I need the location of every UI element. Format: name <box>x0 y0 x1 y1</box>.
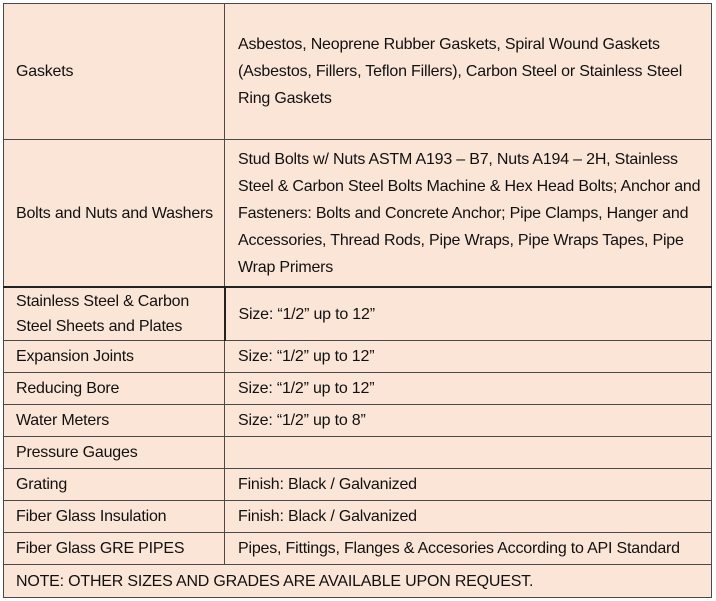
note-row <box>4 565 712 598</box>
table-row <box>4 501 712 533</box>
row-value-gaskets: Asbestos, Neoprene Rubber Gaskets, Spiral Wound Gaskets (Asbestos, Fillers, Teflon Fillers), Carbon Steel or Stainless Steel Ring Gaskets <box>225 4 712 140</box>
row-label-expansion-joints: Expansion Joints <box>4 341 225 373</box>
row-label-bolts: Bolts and Nuts and Washers <box>4 140 225 288</box>
row-value-grating: Finish: Black / Galvanized <box>225 469 712 501</box>
table-row <box>4 341 712 373</box>
table-row <box>4 4 712 140</box>
row-value-expansion-joints: Size: “1/2” up to 12” <box>225 341 712 373</box>
table-row <box>4 287 712 341</box>
row-value-water-meters: Size: “1/2” up to 8” <box>225 405 712 437</box>
table-row <box>4 437 712 469</box>
table-row <box>4 533 712 565</box>
row-label-fiber-glass-insulation: Fiber Glass Insulation <box>4 501 225 533</box>
row-value-pressure-gauges <box>225 437 712 469</box>
table-row <box>4 405 712 437</box>
row-label-gaskets: Gaskets <box>4 4 225 140</box>
product-table <box>3 3 712 598</box>
row-value-fiber-glass-insulation: Finish: Black / Galvanized <box>225 501 712 533</box>
row-value-reducing-bore: Size: “1/2” up to 12” <box>225 373 712 405</box>
row-label-reducing-bore: Reducing Bore <box>4 373 225 405</box>
row-label-pressure-gauges: Pressure Gauges <box>4 437 225 469</box>
row-label-grating: Grating <box>4 469 225 501</box>
row-label-fiber-glass-gre-pipes: Fiber Glass GRE PIPES <box>4 533 225 565</box>
row-label-sheets: Stainless Steel & Carbon Steel Sheets and Plates <box>4 287 225 341</box>
row-label-water-meters: Water Meters <box>4 405 225 437</box>
table-row <box>4 140 712 288</box>
row-value-bolts: Stud Bolts w/ Nuts ASTM A193 – B7, Nuts A194 – 2H, Stainless Steel & Carbon Steel Bolts Machine & Hex Head Bolts; Anchor and Fasteners: Bolts and Concrete Anchor; Pipe Clamps, Hanger and Accessories, Thread Rods, Pipe Wraps, Pipe Wraps Tapes, Pipe Wrap Primers <box>225 140 712 288</box>
table-row <box>4 373 712 405</box>
table-row <box>4 469 712 501</box>
availability-note: NOTE: OTHER SIZES AND GRADES ARE AVAILABLE UPON REQUEST. <box>4 565 712 598</box>
row-value-sheets: Size: “1/2” up to 12” <box>225 287 712 341</box>
row-value-fiber-glass-gre-pipes: Pipes, Fittings, Flanges & Accesories According to API Standard <box>225 533 712 565</box>
